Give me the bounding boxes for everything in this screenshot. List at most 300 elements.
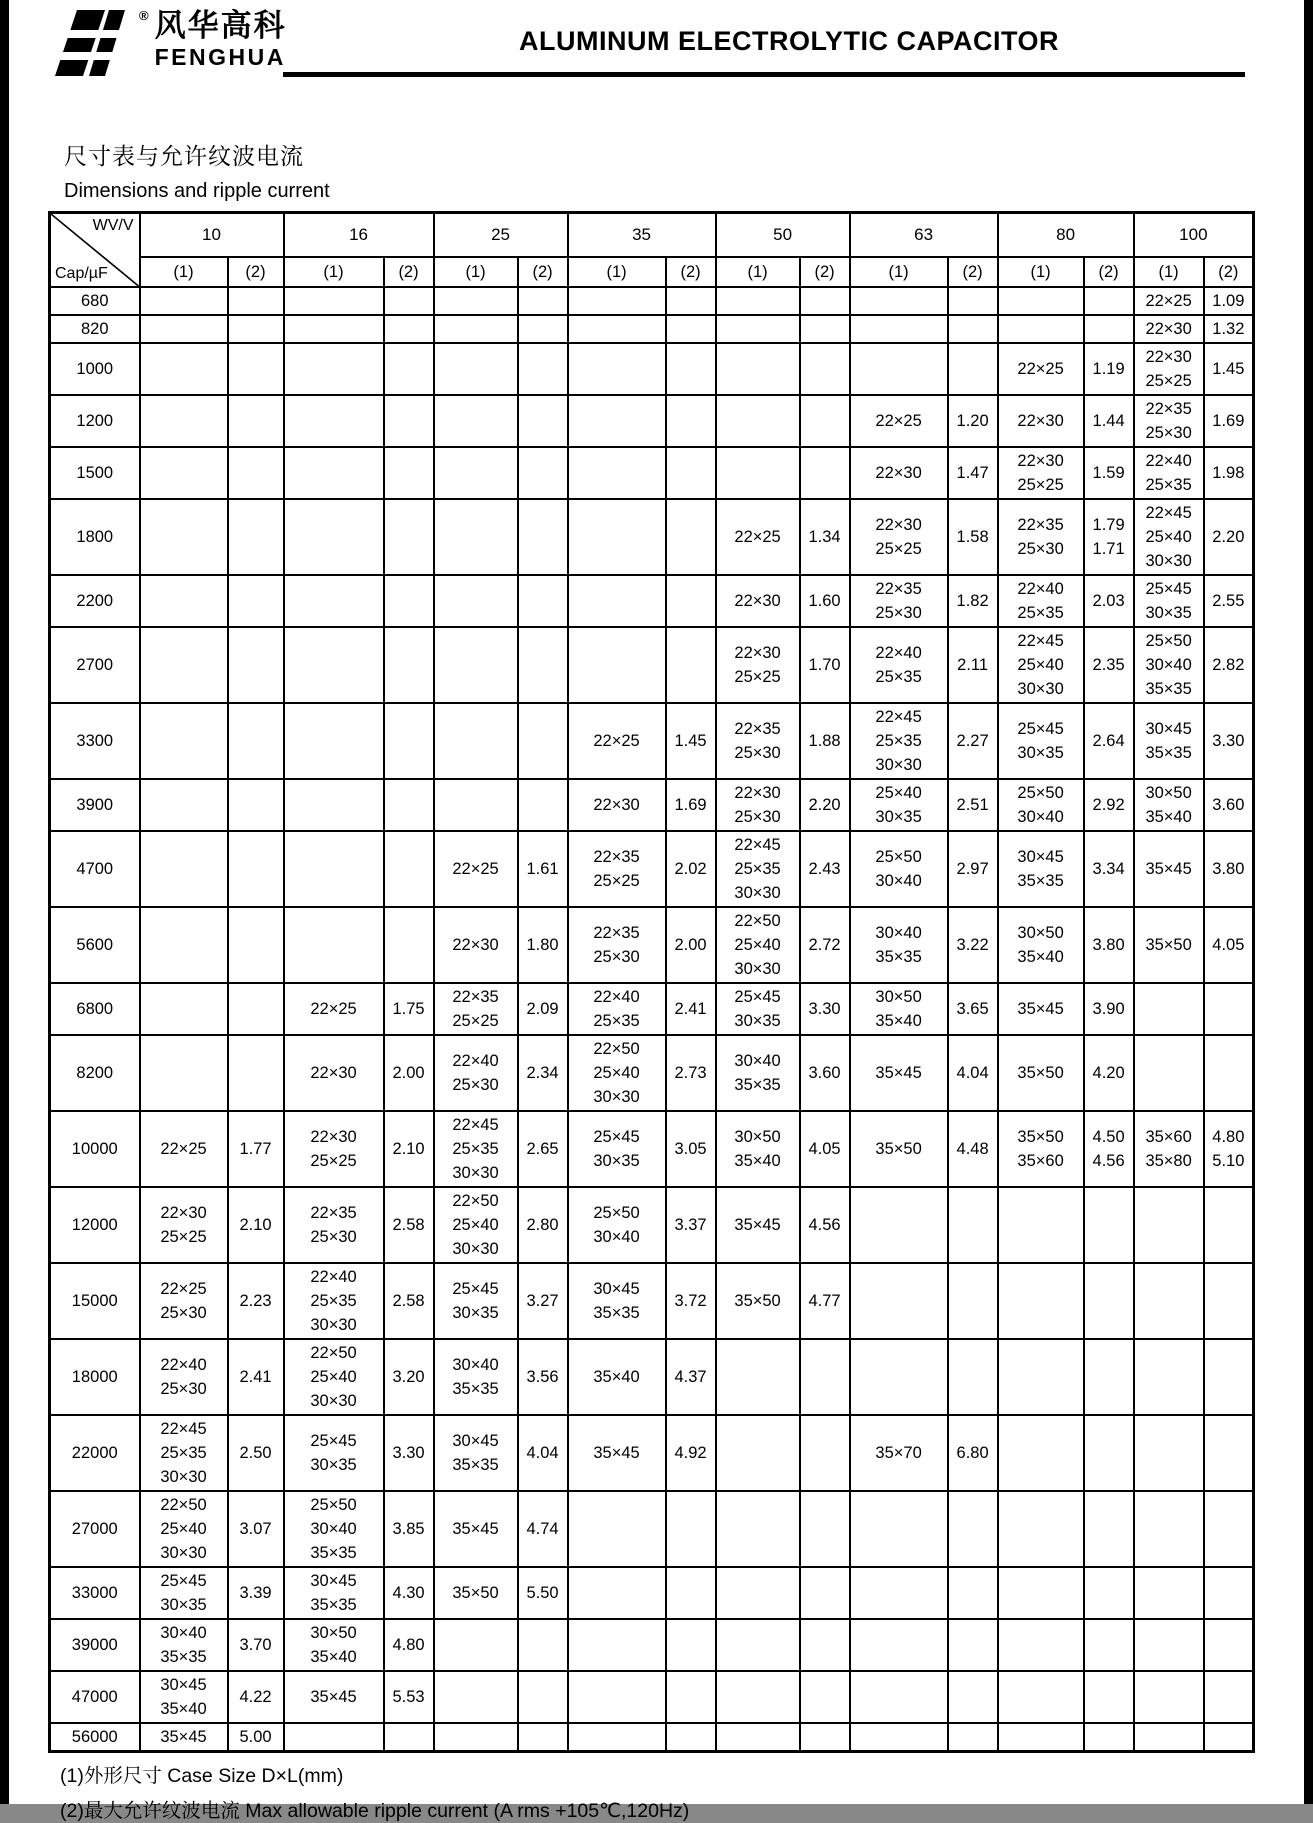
case-size-line: 22×25 — [593, 732, 640, 750]
ripple-current-cell — [800, 779, 850, 831]
table-row-22000 — [50, 1415, 1254, 1491]
ripple-current-cell — [228, 1111, 284, 1187]
case-size-cell — [434, 343, 518, 395]
case-size-line: 25×50 — [875, 848, 922, 866]
ripple-current-cell — [384, 703, 434, 779]
section-title-cn: 尺寸表与允许纹波电流 — [64, 143, 304, 169]
case-size-cell — [1134, 1111, 1204, 1187]
subcol-header-63-2: (2) — [948, 257, 998, 287]
ripple-current-cell — [1204, 627, 1254, 703]
ripple-current-cell — [800, 1415, 850, 1491]
case-size-cell — [140, 1035, 228, 1111]
ripple-current-cell — [1204, 1619, 1254, 1671]
ripple-current-cell — [1084, 1671, 1134, 1723]
ripple-current-line: 1.82 — [956, 592, 989, 610]
ripple-current-cell — [384, 1339, 434, 1415]
case-size-cell — [998, 1111, 1084, 1187]
table-row-15000 — [50, 1263, 1254, 1339]
case-size-cell — [568, 627, 666, 703]
case-size-cell — [568, 1187, 666, 1263]
case-size-line: 25×35 — [160, 1444, 207, 1462]
case-size-cell — [434, 575, 518, 627]
case-size-cell — [568, 395, 666, 447]
ripple-current-cell — [1084, 1339, 1134, 1415]
cap-value: 5600 — [50, 907, 140, 983]
case-size-line: 25×30 — [1017, 540, 1064, 558]
page-left-border — [0, 0, 9, 1804]
ripple-current-cell — [948, 395, 998, 447]
case-size-line: 25×35 — [875, 732, 922, 750]
case-size-line: 22×50 — [593, 1040, 640, 1058]
case-size-line: 30×35 — [452, 1304, 499, 1322]
ripple-current-cell — [1204, 287, 1254, 315]
case-size-line: 25×35 — [734, 860, 781, 878]
case-size-line: 22×45 — [734, 836, 781, 854]
ripple-current-line: 1.61 — [526, 860, 559, 878]
ripple-current-line: 2.51 — [956, 796, 989, 814]
ripple-current-line: 1.75 — [392, 1000, 425, 1018]
ripple-current-cell — [948, 343, 998, 395]
cap-value: 8200 — [50, 1035, 140, 1111]
ripple-current-line: 4.30 — [392, 1584, 425, 1602]
ripple-current-cell — [800, 395, 850, 447]
ripple-current-line: 1.80 — [526, 936, 559, 954]
ripple-current-cell — [384, 1723, 434, 1752]
case-size-line: 22×30 — [875, 464, 922, 482]
ripple-current-line: 2.34 — [526, 1064, 559, 1082]
subcol-header-16-2: (2) — [384, 257, 434, 287]
case-size-cell — [998, 627, 1084, 703]
case-size-line: 30×50 — [734, 1128, 781, 1146]
case-size-line: 30×35 — [160, 1596, 207, 1614]
table-row-12000 — [50, 1187, 1254, 1263]
case-size-cell — [716, 315, 800, 343]
cap-value: 1000 — [50, 343, 140, 395]
ripple-current-line: 4.92 — [674, 1444, 707, 1462]
ripple-current-line: 5.50 — [526, 1584, 559, 1602]
case-size-cell — [284, 627, 384, 703]
case-size-line: 25×30 — [1145, 424, 1192, 442]
case-size-line: 30×40 — [160, 1624, 207, 1642]
ripple-current-line: 2.97 — [956, 860, 989, 878]
ripple-current-cell — [948, 1491, 998, 1567]
subcol-header-63-1: (1) — [850, 257, 948, 287]
ripple-current-cell — [384, 287, 434, 315]
case-size-cell — [1134, 1671, 1204, 1723]
case-size-line: 22×40 — [1017, 580, 1064, 598]
ripple-current-cell — [384, 343, 434, 395]
case-size-line: 25×40 — [160, 1520, 207, 1538]
ripple-current-cell — [948, 575, 998, 627]
ripple-current-cell — [228, 447, 284, 499]
case-size-cell — [850, 1263, 948, 1339]
case-size-line: 30×45 — [452, 1432, 499, 1450]
case-size-cell — [140, 1263, 228, 1339]
case-size-cell — [716, 1339, 800, 1415]
ripple-current-cell — [228, 1187, 284, 1263]
case-size-line: 35×80 — [1145, 1152, 1192, 1170]
case-size-line: 35×50 — [1145, 936, 1192, 954]
case-size-line: 30×30 — [734, 960, 781, 978]
ripple-current-cell — [948, 1671, 998, 1723]
case-size-line: 25×25 — [1145, 372, 1192, 390]
case-size-cell — [568, 1567, 666, 1619]
case-size-line: 22×40 — [310, 1268, 357, 1286]
case-size-line: 22×50 — [310, 1344, 357, 1362]
ripple-current-cell — [228, 779, 284, 831]
case-size-cell — [1134, 1339, 1204, 1415]
ripple-current-cell — [1084, 499, 1134, 575]
case-size-cell — [716, 1111, 800, 1187]
case-size-line: 30×30 — [452, 1164, 499, 1182]
case-size-cell — [434, 703, 518, 779]
ripple-current-line: 3.70 — [239, 1636, 272, 1654]
section-title-en: Dimensions and ripple current — [64, 180, 330, 202]
case-size-line: 35×60 — [1145, 1128, 1192, 1146]
case-size-cell — [140, 315, 228, 343]
ripple-current-cell — [800, 343, 850, 395]
case-size-cell — [284, 575, 384, 627]
ripple-current-line: 2.80 — [526, 1216, 559, 1234]
case-size-line: 22×30 — [593, 796, 640, 814]
table-row-47000 — [50, 1671, 1254, 1723]
ripple-current-cell — [518, 1263, 568, 1339]
case-size-line: 35×50 — [734, 1292, 781, 1310]
case-size-cell — [140, 343, 228, 395]
cap-value: 2700 — [50, 627, 140, 703]
subcol-header-80-1: (1) — [998, 257, 1084, 287]
brand-text — [155, 10, 287, 69]
footnotes — [60, 1760, 1313, 1823]
cap-value: 39000 — [50, 1619, 140, 1671]
case-size-cell — [284, 983, 384, 1035]
ripple-current-line: 1.77 — [239, 1140, 272, 1158]
case-size-cell — [284, 1035, 384, 1111]
case-size-line: 25×30 — [593, 948, 640, 966]
case-size-line: 35×40 — [593, 1368, 640, 1386]
case-size-line: 35×50 — [452, 1584, 499, 1602]
ripple-current-cell — [1204, 1723, 1254, 1752]
subcol-header-50-1: (1) — [716, 257, 800, 287]
ripple-current-cell — [666, 499, 716, 575]
case-size-line: 35×35 — [734, 1076, 781, 1094]
case-size-line: 22×40 — [593, 988, 640, 1006]
case-size-cell — [568, 315, 666, 343]
case-size-line: 22×50 — [452, 1192, 499, 1210]
case-size-line: 25×45 — [1017, 720, 1064, 738]
cap-value: 680 — [50, 287, 140, 315]
ripple-current-cell — [384, 627, 434, 703]
ripple-current-cell — [666, 1111, 716, 1187]
ripple-current-cell — [1084, 1111, 1134, 1187]
ripple-current-line: 2.23 — [239, 1292, 272, 1310]
ripple-current-cell — [1204, 1187, 1254, 1263]
case-size-line: 35×35 — [452, 1380, 499, 1398]
ripple-current-cell — [384, 1671, 434, 1723]
case-size-line: 35×40 — [875, 1012, 922, 1030]
case-size-cell — [434, 499, 518, 575]
ripple-current-cell — [228, 627, 284, 703]
ripple-current-cell — [800, 703, 850, 779]
subcol-header-100-2: (2) — [1204, 257, 1254, 287]
case-size-cell — [434, 1415, 518, 1491]
ripple-current-cell — [1084, 315, 1134, 343]
case-size-cell — [434, 287, 518, 315]
dimensions-table — [48, 211, 1255, 1753]
ripple-current-cell — [228, 907, 284, 983]
ripple-current-line: 1.34 — [808, 528, 841, 546]
cap-value: 18000 — [50, 1339, 140, 1415]
case-size-cell — [1134, 287, 1204, 315]
case-size-cell — [140, 907, 228, 983]
subcol-header-35-1: (1) — [568, 257, 666, 287]
case-size-cell — [284, 1723, 384, 1752]
voltage-header-100: 100 — [1134, 213, 1254, 258]
ripple-current-cell — [228, 703, 284, 779]
case-size-cell — [1134, 395, 1204, 447]
header-rule — [283, 72, 1245, 77]
case-size-cell — [998, 831, 1084, 907]
ripple-current-line: 1.59 — [1092, 464, 1125, 482]
case-size-cell — [568, 1723, 666, 1752]
case-size-line: 25×30 — [452, 1076, 499, 1094]
ripple-current-cell — [518, 627, 568, 703]
case-size-line: 22×30 — [1017, 412, 1064, 430]
case-size-line: 30×35 — [310, 1456, 357, 1474]
ripple-current-cell — [228, 343, 284, 395]
case-size-line: 25×30 — [734, 744, 781, 762]
case-size-cell — [1134, 1187, 1204, 1263]
case-size-line: 25×40 — [875, 784, 922, 802]
case-size-cell — [998, 1187, 1084, 1263]
subcol-header-80-2: (2) — [1084, 257, 1134, 287]
ripple-current-cell — [800, 1035, 850, 1111]
ripple-current-line: 4.80 — [1212, 1128, 1245, 1146]
voltage-header-10: 10 — [140, 213, 284, 258]
case-size-cell — [140, 499, 228, 575]
ripple-current-line: 3.80 — [1092, 936, 1125, 954]
case-size-cell — [140, 627, 228, 703]
ripple-current-cell — [666, 1723, 716, 1752]
cap-value: 2200 — [50, 575, 140, 627]
case-size-cell — [998, 575, 1084, 627]
case-size-line: 22×25 — [160, 1140, 207, 1158]
case-size-line: 25×25 — [734, 668, 781, 686]
case-size-cell — [716, 343, 800, 395]
case-size-cell — [140, 1723, 228, 1752]
case-size-line: 25×45 — [160, 1572, 207, 1590]
ripple-current-line: 1.20 — [956, 412, 989, 430]
case-size-cell — [434, 1187, 518, 1263]
case-size-cell — [716, 287, 800, 315]
case-size-cell — [998, 447, 1084, 499]
cap-value: 47000 — [50, 1671, 140, 1723]
ripple-current-cell — [1204, 343, 1254, 395]
case-size-line: 22×30 — [310, 1128, 357, 1146]
ripple-current-line: 2.20 — [808, 796, 841, 814]
case-size-line: 22×40 — [1145, 452, 1192, 470]
corner-bottom-label: Cap/µF — [55, 265, 108, 282]
case-size-line: 25×30 — [734, 808, 781, 826]
ripple-current-cell — [1084, 1619, 1134, 1671]
ripple-current-cell — [1084, 983, 1134, 1035]
ripple-current-cell — [948, 1567, 998, 1619]
table-row-10000 — [50, 1111, 1254, 1187]
cap-value: 27000 — [50, 1491, 140, 1567]
case-size-cell — [568, 1111, 666, 1187]
ripple-current-cell — [800, 1187, 850, 1263]
case-size-line: 22×45 — [160, 1420, 207, 1438]
ripple-current-line: 3.05 — [674, 1140, 707, 1158]
page-right-border — [1304, 0, 1313, 1804]
fenghua-logo-icon — [55, 10, 135, 76]
ripple-current-cell — [518, 315, 568, 343]
case-size-cell — [434, 1491, 518, 1567]
ripple-current-line: 2.58 — [392, 1292, 425, 1310]
ripple-current-cell — [384, 1567, 434, 1619]
case-size-cell — [284, 447, 384, 499]
ripple-current-cell — [518, 779, 568, 831]
case-size-cell — [568, 779, 666, 831]
case-size-cell — [1134, 315, 1204, 343]
ripple-current-cell — [1204, 907, 1254, 983]
ripple-current-cell — [800, 907, 850, 983]
case-size-line: 35×35 — [452, 1456, 499, 1474]
case-size-cell — [850, 1035, 948, 1111]
case-size-cell — [998, 1567, 1084, 1619]
case-size-cell — [850, 779, 948, 831]
ripple-current-line: 1.45 — [674, 732, 707, 750]
case-size-cell — [850, 1415, 948, 1491]
ripple-current-cell — [1204, 1111, 1254, 1187]
case-size-line: 35×45 — [875, 1064, 922, 1082]
case-size-cell — [284, 703, 384, 779]
ripple-current-cell — [800, 287, 850, 315]
ripple-current-line: 2.00 — [674, 936, 707, 954]
case-size-line: 30×30 — [1017, 680, 1064, 698]
case-size-cell — [1134, 1491, 1204, 1567]
case-size-line: 22×25 — [452, 860, 499, 878]
case-size-cell — [284, 343, 384, 395]
case-size-line: 25×35 — [310, 1292, 357, 1310]
ripple-current-cell — [228, 1035, 284, 1111]
case-size-line: 30×40 — [1145, 656, 1192, 674]
ripple-current-line: 1.79 — [1092, 516, 1125, 534]
ripple-current-cell — [948, 1263, 998, 1339]
ripple-current-cell — [666, 627, 716, 703]
case-size-line: 22×40 — [875, 644, 922, 662]
case-size-line: 30×45 — [1145, 720, 1192, 738]
subcol-header-25-2: (2) — [518, 257, 568, 287]
ripple-current-cell — [518, 1671, 568, 1723]
ripple-current-line: 4.37 — [674, 1368, 707, 1386]
ripple-current-line: 4.05 — [808, 1140, 841, 1158]
case-size-cell — [716, 1035, 800, 1111]
case-size-cell — [850, 627, 948, 703]
case-size-cell — [716, 395, 800, 447]
case-size-cell — [284, 1491, 384, 1567]
ripple-current-line: 3.60 — [1212, 796, 1245, 814]
case-size-cell — [850, 831, 948, 907]
case-size-line: 30×30 — [734, 884, 781, 902]
case-size-line: 22×25 — [734, 528, 781, 546]
case-size-cell — [284, 907, 384, 983]
ripple-current-line: 1.09 — [1212, 292, 1245, 310]
case-size-line: 30×45 — [593, 1280, 640, 1298]
case-size-cell — [716, 907, 800, 983]
ripple-current-cell — [518, 1415, 568, 1491]
case-size-cell — [140, 1187, 228, 1263]
case-size-cell — [434, 1111, 518, 1187]
ripple-current-cell — [1084, 343, 1134, 395]
case-size-line: 25×35 — [1145, 476, 1192, 494]
case-size-cell — [998, 1723, 1084, 1752]
case-size-line: 25×25 — [1017, 476, 1064, 494]
case-size-cell — [434, 395, 518, 447]
case-size-line: 25×30 — [310, 1228, 357, 1246]
cap-value: 1800 — [50, 499, 140, 575]
case-size-line: 30×35 — [593, 1152, 640, 1170]
case-size-cell — [998, 499, 1084, 575]
case-size-cell — [434, 1723, 518, 1752]
subcol-header-10-2: (2) — [228, 257, 284, 287]
footnote-ripple-current: (2)最大允许纹波电流 Max allowable ripple current (A rms +105℃,120Hz) — [60, 1800, 690, 1822]
case-size-line: 35×35 — [160, 1648, 207, 1666]
ripple-current-cell — [1204, 703, 1254, 779]
ripple-current-cell — [384, 1111, 434, 1187]
ripple-current-cell — [1204, 1035, 1254, 1111]
table-body — [50, 287, 1254, 1752]
case-size-line: 22×25 — [160, 1280, 207, 1298]
case-size-line: 35×40 — [310, 1648, 357, 1666]
ripple-current-cell — [384, 1619, 434, 1671]
ripple-current-cell — [1084, 575, 1134, 627]
case-size-line: 22×30 — [1145, 348, 1192, 366]
case-size-cell — [568, 499, 666, 575]
case-size-cell — [434, 1567, 518, 1619]
case-size-line: 35×45 — [1017, 1000, 1064, 1018]
ripple-current-cell — [1084, 287, 1134, 315]
ripple-current-cell — [1084, 395, 1134, 447]
ripple-current-cell — [948, 1035, 998, 1111]
ripple-current-line: 4.56 — [808, 1216, 841, 1234]
ripple-current-cell — [666, 831, 716, 907]
case-size-line: 30×40 — [875, 924, 922, 942]
ripple-current-cell — [1204, 575, 1254, 627]
table-row-18000 — [50, 1339, 1254, 1415]
ripple-current-line: 4.20 — [1092, 1064, 1125, 1082]
case-size-line: 25×35 — [1017, 604, 1064, 622]
ripple-current-line: 2.11 — [957, 656, 989, 674]
ripple-current-cell — [800, 1111, 850, 1187]
voltage-header-50: 50 — [716, 213, 850, 258]
ripple-current-cell — [1204, 447, 1254, 499]
ripple-current-line: 3.37 — [674, 1216, 707, 1234]
case-size-cell — [568, 447, 666, 499]
case-size-line: 30×30 — [593, 1088, 640, 1106]
case-size-line: 22×30 — [734, 592, 781, 610]
ripple-current-cell — [518, 1339, 568, 1415]
ripple-current-line: 4.74 — [526, 1520, 559, 1538]
case-size-cell — [716, 447, 800, 499]
case-size-cell — [716, 1723, 800, 1752]
case-size-cell — [284, 1619, 384, 1671]
ripple-current-cell — [228, 499, 284, 575]
ripple-current-cell — [1204, 499, 1254, 575]
ripple-current-cell — [800, 499, 850, 575]
ripple-current-cell — [228, 1415, 284, 1491]
ripple-current-cell — [666, 1187, 716, 1263]
